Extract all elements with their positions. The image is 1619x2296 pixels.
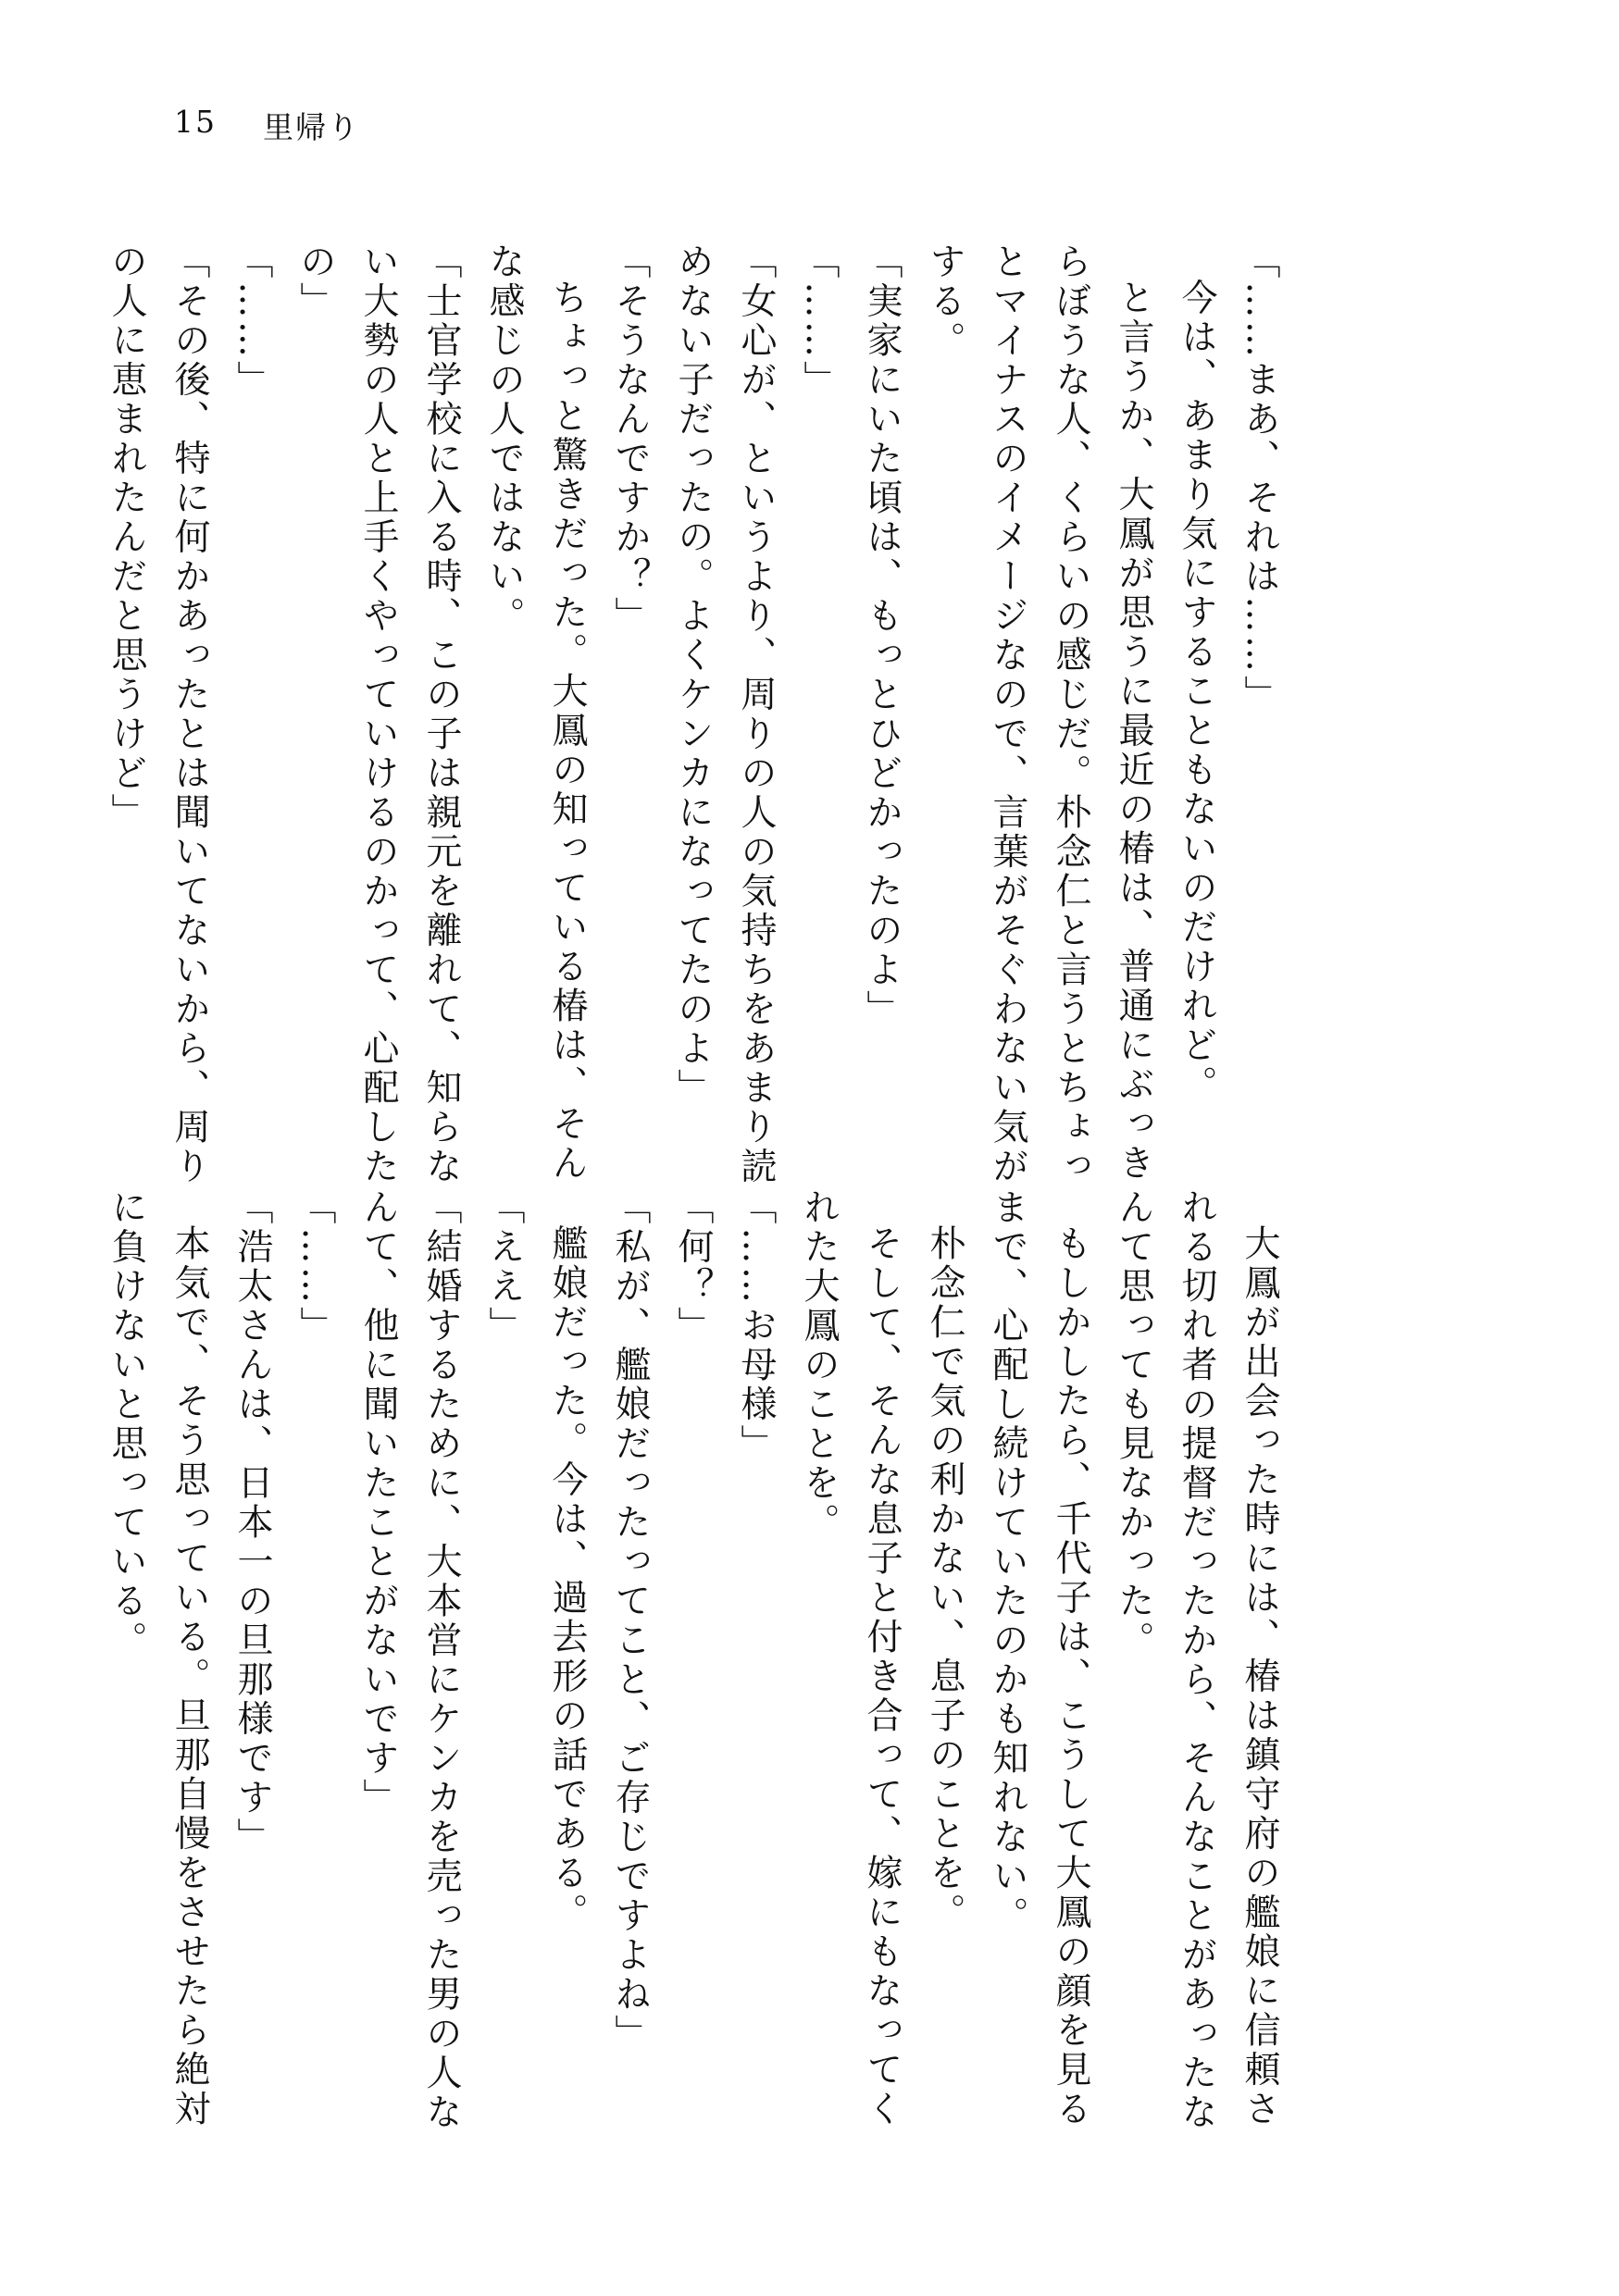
text-line: もしかしたら、千代子は、こうして大鳳の顔を見る [1050,1224,1091,2129]
upper-text-block [106,242,1290,1186]
text-line: に負けないと思っている。 [106,1188,147,1660]
text-line: れた大鳳のことを。 [798,1188,840,1543]
text-line: 「結婚するために、大本営にケンカを売った男の人な [420,1188,462,2132]
text-line: 「何？」 [672,1188,714,1346]
text-line: 朴念仁で気の利かない、息子のことを。 [924,1224,965,1932]
text-line: 「その後、特に何かあったとは聞いてないから、周り [168,242,210,1186]
text-line: 「……まあ、それは……」 [1239,242,1280,714]
text-line: んて思っても見なかった。 [1113,1188,1154,1660]
text-line: 今は、あまり気にすることもないのだけれど。 [1176,279,1217,1105]
text-line: めない子だったの。よくケンカになってたのよ」 [672,242,714,1108]
text-line: と言うか、大鳳が思うに最近の椿は、普通にぶっき [1113,279,1154,1184]
text-line: らぼうな人、くらいの感じだ。朴念仁と言うとちょっ [1050,242,1091,1186]
text-line: 「浩太さんは、日本一の旦那様です」 [231,1188,273,1857]
lower-text-block [106,1188,1290,2132]
text-line: 「……」 [294,1188,336,1346]
text-line: 「そうなんですか？」 [609,242,651,636]
text-line: そして、そんな息子と付き合って、嫁にもなってく [861,1224,903,2129]
text-line: んて、他に聞いたことがないです」 [357,1188,399,1818]
text-line: い大勢の人と上手くやっていけるのかって、心配した [357,242,399,1186]
text-line: 大鳳が出会った時には、椿は鎮守府の艦娘に信頼さ [1239,1224,1280,2129]
text-line: 本気で、そう思っている。旦那自慢をさせたら絶対 [168,1224,210,2129]
text-line: 「女心が、というより、周りの人の気持ちをあまり読 [735,242,777,1186]
text-line: 「ええ」 [483,1188,525,1346]
page-header [174,104,360,147]
text-line: とマイナスのイメージなので、言葉がそぐわない気が [987,242,1028,1186]
text-line: まで、心配し続けていたのかも知れない。 [987,1188,1028,1936]
text-line: する。 [924,242,965,361]
text-line: の」 [294,242,336,321]
text-line: 「……お母様」 [735,1188,777,1464]
chapter-title: 里帰り [263,109,360,145]
text-line: 「私が、艦娘だったってこと、ご存じですよね」 [609,1188,651,2054]
text-line: 「実家にいた頃は、もっとひどかったのよ」 [861,242,903,1029]
text-line: 「……」 [798,242,840,400]
text-line: な感じの人ではない。 [483,242,525,636]
text-line: 艦娘だった。今は、過去形の話である。 [546,1224,588,1932]
page-number: 15 [174,104,217,140]
text-line: 「士官学校に入る時、この子は親元を離れて、知らな [420,242,462,1186]
text-line: の人に恵まれたんだと思うけど」 [106,242,147,833]
text-line: ちょっと驚きだった。大鳳の知っている椿は、そん [546,279,588,1184]
text-line: 「……」 [231,242,273,400]
text-line: れる切れ者の提督だったから、そんなことがあったな [1176,1188,1217,2132]
